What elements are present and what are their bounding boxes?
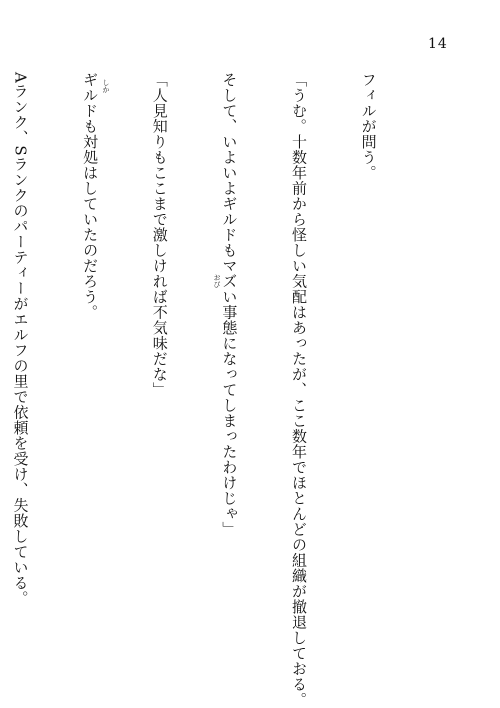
ruby-reading: おび	[213, 274, 221, 288]
text-line: フィルが問う。	[359, 72, 378, 181]
vertical-text-body	[11, 72, 426, 708]
text-line: そして、いよいよギルドもマズい事態になってしまったわけじゃ」	[220, 72, 239, 537]
text-line: 「人見知りもここまで激しければ不気味だな」	[150, 72, 169, 398]
page-number: 14	[428, 36, 448, 52]
ruby-reading: しか	[102, 79, 110, 93]
text-line: Aランク、Sランクのパーティーがエルフの里で依頼を受け、失敗している。	[11, 72, 30, 606]
text-line: ギルドも対処はしていたのだろう。	[81, 72, 100, 320]
text-line: 「うむ。十数年前から怪しい気配はあったが、ここ数年でほとんどの組織が撤退しておる。	[289, 72, 308, 708]
